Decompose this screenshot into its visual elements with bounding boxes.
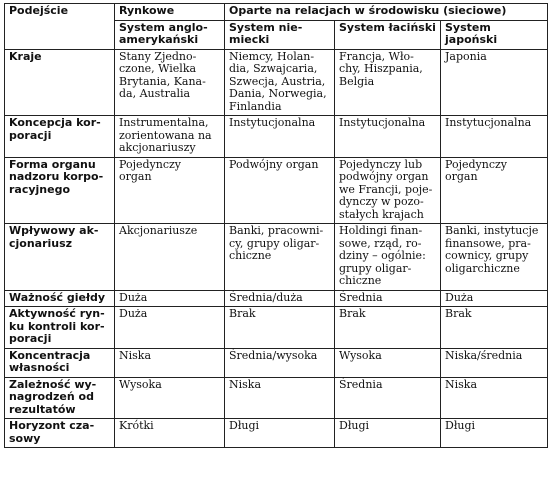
header-approach: Podejście <box>5 4 115 50</box>
row-label: Koncentracja własności <box>5 348 115 377</box>
table-cell: Holdingi finan- sowe, rząd, ro- dziny – ogólnie: grupy oligar- chiczne <box>335 224 441 291</box>
header-german: System nie- miecki <box>225 20 335 49</box>
table-cell: Instytucjonalna <box>441 116 548 158</box>
header-anglo-american: System anglo- amerykański <box>115 20 225 49</box>
row-label: Ważność giełdy <box>5 290 115 307</box>
row-label: Kraje <box>5 49 115 116</box>
table-cell: Banki, pracowni- cy, grupy oligar- chiczne <box>225 224 335 291</box>
row-label: Wpływowy ak- cjonariusz <box>5 224 115 291</box>
table-cell: Długi <box>335 419 441 448</box>
table-cell: Niemcy, Holan- dia, Szwajcaria, Szwecja, Austria, Dania, Norwegia, Finlandia <box>225 49 335 116</box>
table-cell: Brak <box>335 307 441 349</box>
table-cell: Niska <box>441 377 548 419</box>
table-cell: Instytucjonalna <box>335 116 441 158</box>
row-label: Aktywność ryn- ku kontroli kor- poracji <box>5 307 115 349</box>
table-cell: Długi <box>441 419 548 448</box>
table-cell: Krótki <box>115 419 225 448</box>
table-row <box>5 419 548 448</box>
table-row <box>5 377 548 419</box>
table-row <box>5 224 548 291</box>
row-label: Forma organu nadzoru korpo- racyjnego <box>5 157 115 224</box>
table-cell: Instrumentalna, zorientowana na akcjonariuszy <box>115 116 225 158</box>
table-cell: Pojedynczy lub podwójny organ we Francji, poje- dynczy w pozo- stałych krajach <box>335 157 441 224</box>
table-row <box>5 49 548 116</box>
table-cell: Francja, Wło- chy, Hiszpania, Belgia <box>335 49 441 116</box>
table-cell: Instytucjonalna <box>225 116 335 158</box>
table-cell: Wysoka <box>115 377 225 419</box>
table-container <box>4 3 548 448</box>
table-cell: Średnia <box>335 377 441 419</box>
table-cell: Średnia <box>335 290 441 307</box>
table-cell: Niska <box>225 377 335 419</box>
header-latin: System łaciński <box>335 20 441 49</box>
table-cell: Duża <box>115 290 225 307</box>
table-cell: Wysoka <box>335 348 441 377</box>
table-cell: Podwójny organ <box>225 157 335 224</box>
table-cell: Niska <box>115 348 225 377</box>
table-cell: Niska/średnia <box>441 348 548 377</box>
table-row <box>5 290 548 307</box>
row-label: Horyzont cza- sowy <box>5 419 115 448</box>
row-label: Zależność wy- nagrodzeń od rezultatów <box>5 377 115 419</box>
header-row-1 <box>5 4 548 21</box>
table-cell: Pojedynczy organ <box>115 157 225 224</box>
table-cell: Brak <box>441 307 548 349</box>
table-row <box>5 348 548 377</box>
table-row <box>5 116 548 158</box>
table-row <box>5 307 548 349</box>
table-cell: Stany Zjedno- czone, Wielka Brytania, Kana- da, Australia <box>115 49 225 116</box>
corporate-governance-table <box>4 3 548 448</box>
table-cell: Średnia/duża <box>225 290 335 307</box>
table-cell: Duża <box>441 290 548 307</box>
table-cell: Brak <box>225 307 335 349</box>
table-cell: Średnia/wysoka <box>225 348 335 377</box>
table-cell: Długi <box>225 419 335 448</box>
table-cell: Banki, instytucje finansowe, pra- cownicy, grupy oligarchiczne <box>441 224 548 291</box>
header-network-group: Oparte na relacjach w środowisku (sieciowe) <box>225 4 548 21</box>
header-japanese: System japoński <box>441 20 548 49</box>
table-row <box>5 157 548 224</box>
table-cell: Akcjonariusze <box>115 224 225 291</box>
table-cell: Japonia <box>441 49 548 116</box>
header-market: Rynkowe <box>115 4 225 21</box>
row-label: Koncepcja kor- poracji <box>5 116 115 158</box>
table-cell: Duża <box>115 307 225 349</box>
table-cell: Pojedynczy organ <box>441 157 548 224</box>
